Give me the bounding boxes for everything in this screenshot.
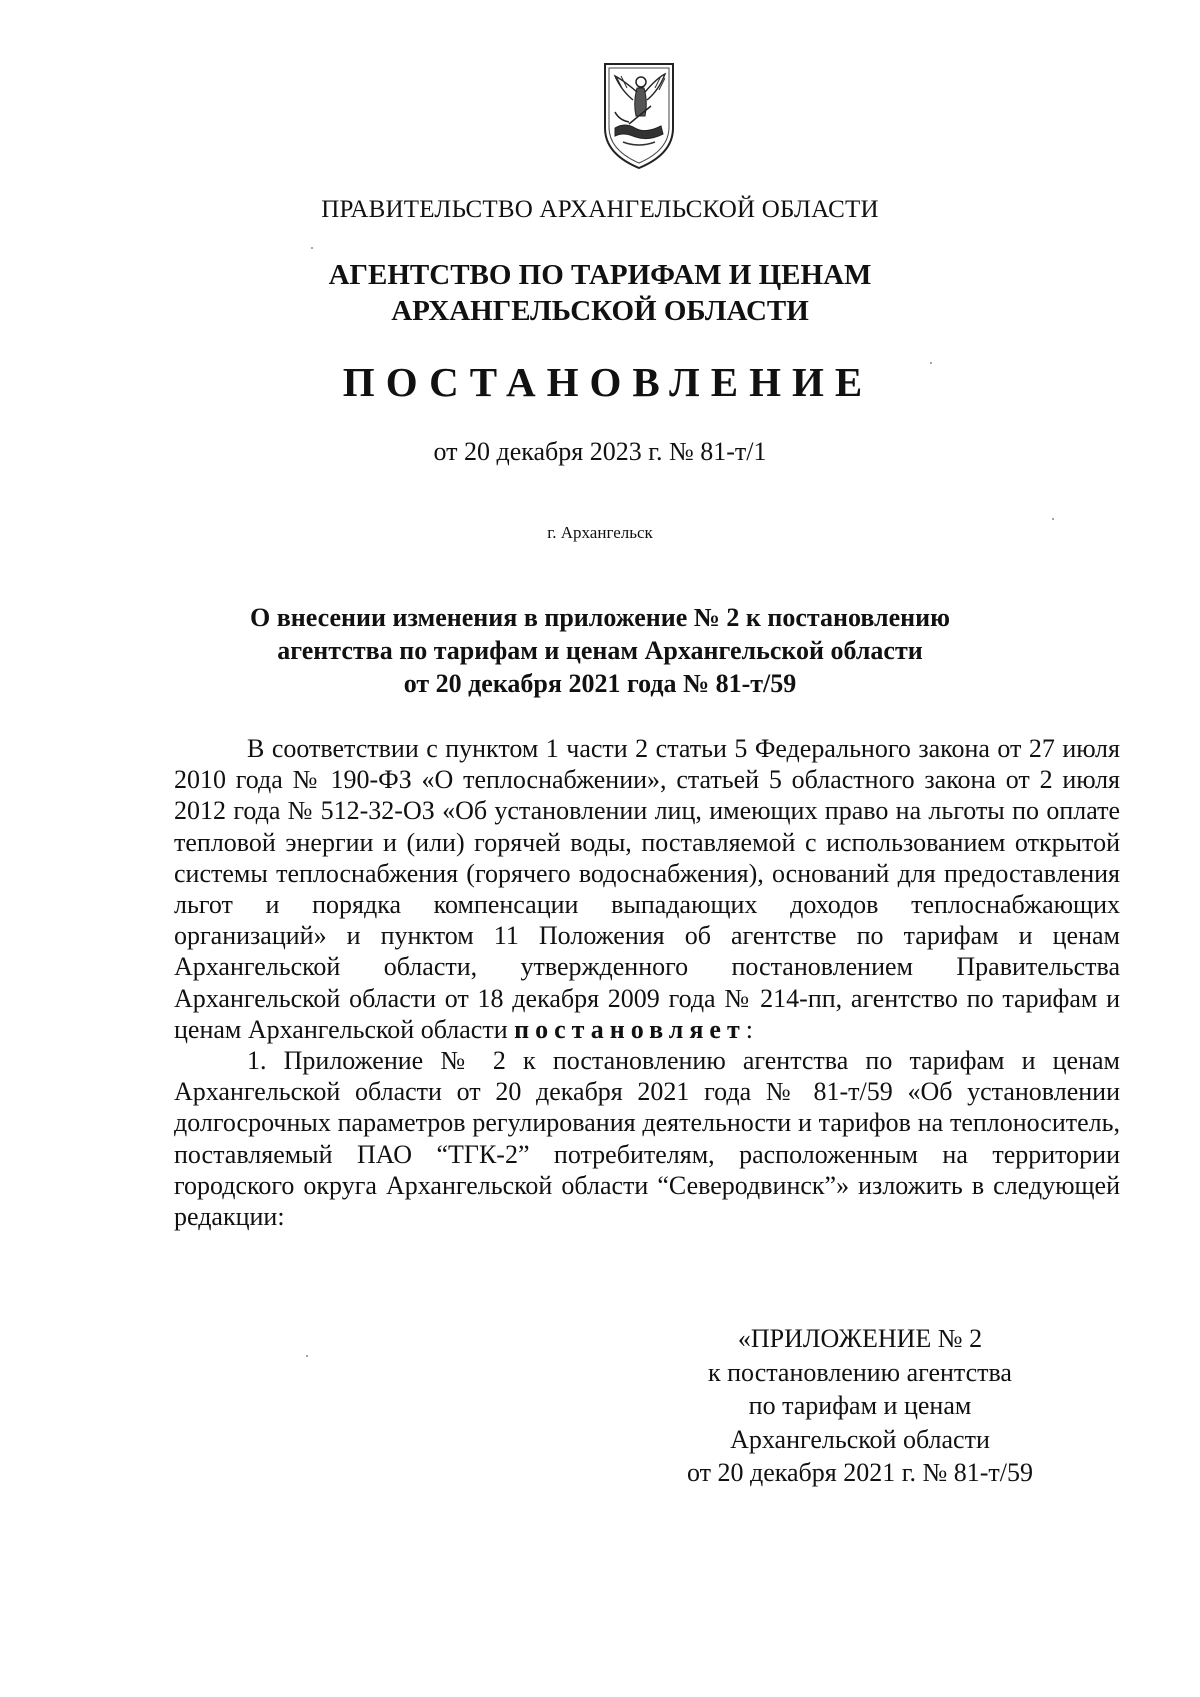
appendix-line-3: по тарифам и ценам	[748, 1391, 972, 1420]
government-name: ПРАВИТЕЛЬСТВО АРХАНГЕЛЬСКОЙ ОБЛАСТИ	[321, 196, 879, 223]
appendix-heading	[640, 1322, 1080, 1490]
coat-of-arms-emblem	[603, 62, 675, 170]
document-type-title: ПОСТАНОВЛЕНИЕ	[342, 359, 874, 405]
scan-speck	[930, 362, 932, 364]
appendix-line-5: от 20 декабря 2021 г. № 81-т/59	[686, 1458, 1034, 1487]
subject-line-2: агентства по тарифам и ценам Архангельской области	[277, 636, 923, 665]
scan-speck	[1052, 518, 1054, 520]
preamble-text: В соответствии с пунктом 1 части 2 статьи 5 Федерального закона от 27 июля 2010 года № 190-ФЗ «О теплоснабжении», статьей 5 областного закона от 2 июля 2012 года № 512-32-ОЗ «Об установлении лиц, имеющих право на льготы по оплате тепловой энергии и (или) горячей воды, поставляемой с использованием открытой системы теплоснабжения (горячего водоснабжения), оснований для предоставления льгот и порядка компенсации выпадающих доходов теплоснабжающих организаций» и пунктом 11 Положения об агентстве по тарифам и ценам Архангельской области, утвержденного постановлением Правительства Архангельской области от 18 декабря 2009 года № 214-пп, агентство по тарифам и ценам Архангельской области	[174, 734, 1120, 1044]
scan-speck	[306, 1355, 308, 1357]
body-paragraph-item-1: 1. Приложение № 2 к постановлению агентства по тарифам и ценам Архангельской области от 20 декабря 2021 года № 81-т/59 «Об установлении долгосрочных параметров регулирования деятельности и тарифов на теплоноситель, поставляемый ПАО “ТГК-2” потребителям, расположенным на территории городского округа Архангельской области “Северодвинск”» изложить в следующей редакции:	[174, 1046, 1120, 1232]
subject-line-3: от 20 декабря 2021 года № 81-т/59	[403, 669, 797, 698]
body-paragraph-preamble	[174, 733, 1120, 1045]
document-body	[174, 733, 1120, 1232]
scan-speck	[311, 247, 313, 249]
appendix-line-2: к постановлению агентства	[708, 1357, 1012, 1387]
document-date-number: от 20 декабря 2023 г. № 81-т/1	[433, 437, 767, 466]
decree-word: постановляет	[514, 1014, 746, 1044]
decree-colon: :	[745, 1014, 753, 1044]
document-city: г. Архангельск	[547, 523, 653, 542]
subject-line-1: О внесении изменения в приложение № 2 к постановлению	[250, 603, 950, 632]
document-subject	[0, 601, 1200, 700]
agency-name	[0, 257, 1200, 329]
appendix-line-1: «ПРИЛОЖЕНИЕ № 2	[737, 1324, 983, 1353]
agency-name-line-1: АГЕНТСТВО ПО ТАРИФАМ И ЦЕНАМ	[328, 259, 872, 291]
appendix-line-4: Архангельской области	[730, 1424, 990, 1454]
agency-name-line-2: АРХАНГЕЛЬСКОЙ ОБЛАСТИ	[391, 295, 809, 327]
